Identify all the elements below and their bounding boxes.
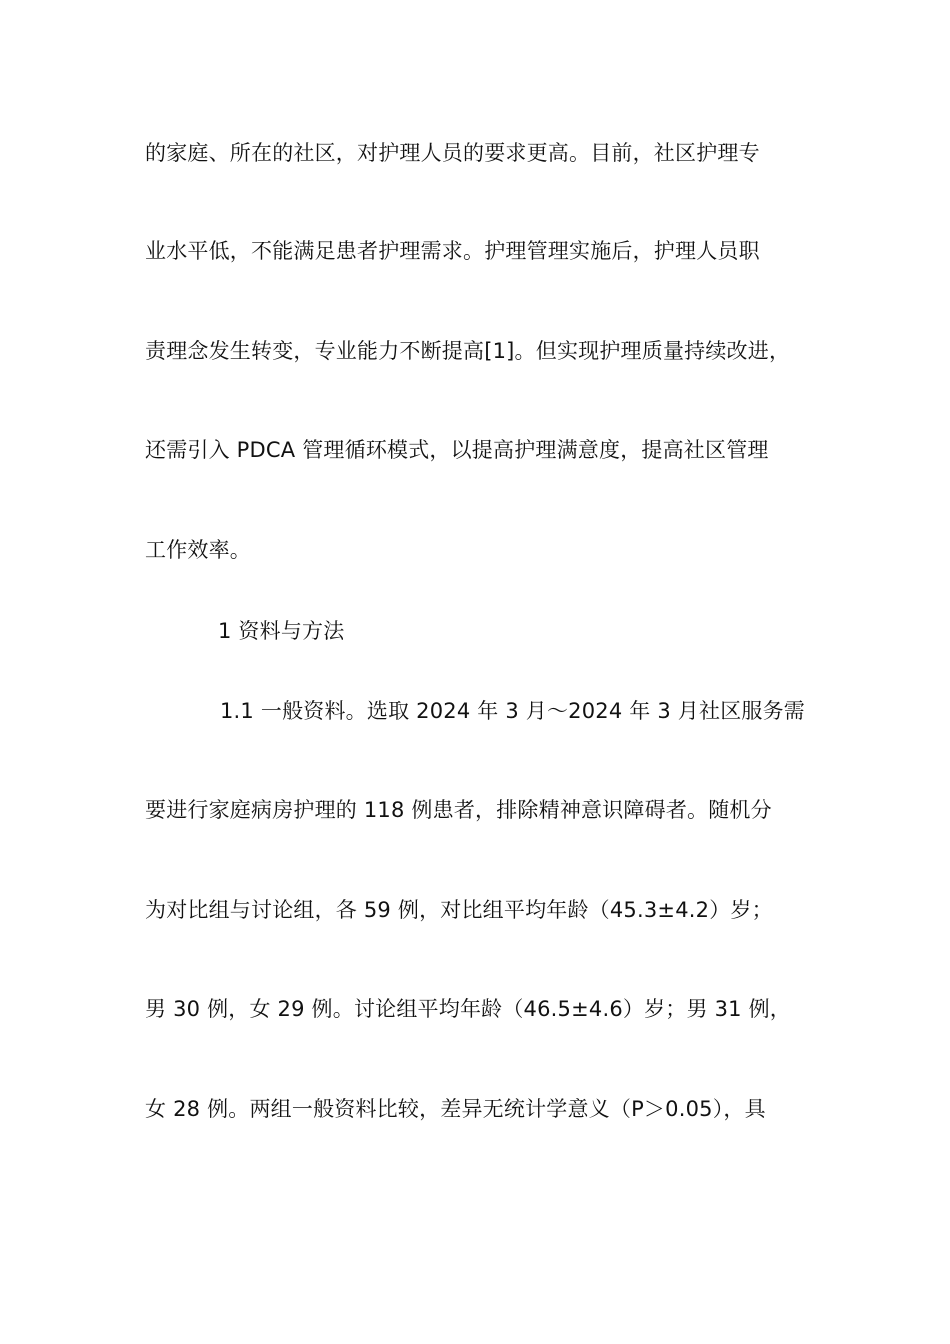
paragraph-line: 女 28 例。两组一般资料比较，差异无统计学意义（P＞0.05），具: [145, 1097, 766, 1121]
paragraph-line: 业水平低，不能满足患者护理需求。护理管理实施后，护理人员职: [145, 239, 760, 263]
paragraph-line: 还需引入 PDCA 管理循环模式，以提高护理满意度，提高社区管理: [145, 438, 769, 462]
paragraph-line: 的家庭、所在的社区，对护理人员的要求更高。目前，社区护理专: [145, 141, 760, 165]
paragraph-line: 责理念发生转变，专业能力不断提高[1]。但实现护理质量持续改进，: [145, 339, 791, 363]
paragraph-line: 为对比组与讨论组，各 59 例，对比组平均年龄（45.3±4.2）岁；: [145, 898, 773, 922]
section-heading: 1 资料与方法: [218, 619, 345, 643]
paragraph-line: 男 30 例，女 29 例。讨论组平均年龄（46.5±4.6）岁；男 31 例，: [145, 997, 791, 1021]
paragraph-line: 要进行家庭病房护理的 118 例患者，排除精神意识障碍者。随机分: [145, 798, 772, 822]
paragraph-line: 工作效率。: [145, 538, 251, 562]
subsection-line: 1.1 一般资料。选取 2024 年 3 月～2024 年 3 月社区服务需: [220, 699, 806, 723]
